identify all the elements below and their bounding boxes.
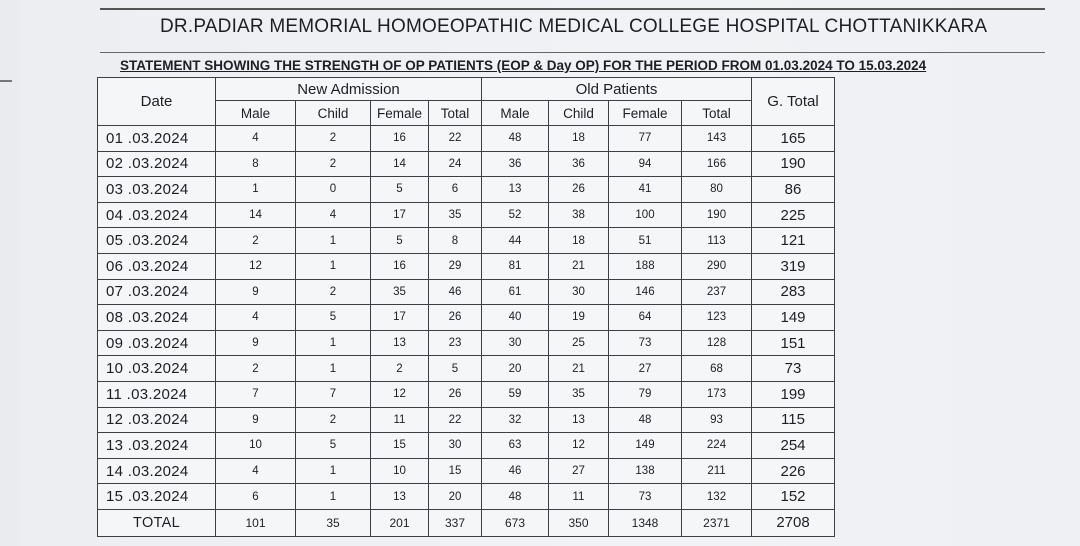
page-edge-mark [0, 80, 12, 82]
old-total-cell: 143 [682, 126, 752, 152]
grand-total-cell: 165 [752, 126, 835, 152]
old-child-cell: 12 [549, 433, 609, 459]
table-row [98, 253, 835, 279]
table-row [98, 433, 835, 459]
table-row [98, 151, 835, 177]
old-female-cell: 77 [609, 126, 682, 152]
new-total-cell: 5 [429, 356, 482, 382]
new-child-cell: 1 [296, 458, 371, 484]
date-cell: 09 .03.2024 [98, 330, 216, 356]
table-row [98, 305, 835, 331]
old-child-cell: 21 [549, 253, 609, 279]
old-male-cell: 48 [482, 126, 549, 152]
new-male-cell: 4 [216, 126, 296, 152]
old-female-header: Female [609, 101, 682, 126]
new-child-cell: 4 [296, 202, 371, 228]
old-child-cell: 35 [549, 381, 609, 407]
old-female-cell: 73 [609, 484, 682, 510]
old-total-cell: 132 [682, 484, 752, 510]
new-total-cell: 46 [429, 279, 482, 305]
table-row [98, 458, 835, 484]
old-female-cell: 79 [609, 381, 682, 407]
old-child-cell: 27 [549, 458, 609, 484]
old-male-cell: 61 [482, 279, 549, 305]
new-child-cell: 0 [296, 177, 371, 203]
date-cell: 14 .03.2024 [98, 458, 216, 484]
date-cell: 02 .03.2024 [98, 151, 216, 177]
new-total-header: Total [429, 101, 482, 126]
new-female-cell: 12 [371, 381, 429, 407]
new-admission-header: New Admission [216, 78, 482, 101]
old-total-header: Total [682, 101, 752, 126]
new-total-cell: 24 [429, 151, 482, 177]
new-total-cell: 22 [429, 407, 482, 433]
date-cell: 01 .03.2024 [98, 126, 216, 152]
new-child-cell: 2 [296, 407, 371, 433]
new-male-cell: 14 [216, 202, 296, 228]
new-female-cell: 13 [371, 330, 429, 356]
old-male-header: Male [482, 101, 549, 126]
new-male-cell: 1 [216, 177, 296, 203]
old-female-cell: 188 [609, 253, 682, 279]
new-child-cell: 1 [296, 484, 371, 510]
new-female-cell: 17 [371, 202, 429, 228]
total-label: TOTAL [98, 509, 216, 536]
date-cell: 10 .03.2024 [98, 356, 216, 382]
new-total-cell: 22 [429, 126, 482, 152]
new-male-cell: 12 [216, 253, 296, 279]
old-total-cell: 128 [682, 330, 752, 356]
old-female-cell: 138 [609, 458, 682, 484]
new-male-cell: 4 [216, 305, 296, 331]
old-female-cell: 94 [609, 151, 682, 177]
new-male-cell: 101 [216, 509, 296, 536]
new-child-cell: 5 [296, 433, 371, 459]
old-male-cell: 20 [482, 356, 549, 382]
new-total-cell: 15 [429, 458, 482, 484]
grand-total-cell: 226 [752, 458, 835, 484]
new-male-cell: 2 [216, 228, 296, 254]
old-child-cell: 18 [549, 228, 609, 254]
old-child-cell: 36 [549, 151, 609, 177]
date-header: Date [98, 78, 216, 126]
date-cell: 03 .03.2024 [98, 177, 216, 203]
new-total-cell: 8 [429, 228, 482, 254]
new-male-cell: 8 [216, 151, 296, 177]
old-child-cell: 18 [549, 126, 609, 152]
new-child-cell: 5 [296, 305, 371, 331]
new-male-cell: 4 [216, 458, 296, 484]
document-title: DR.PADIAR MEMORIAL HOMOEOPATHIC MEDICAL COLLEGE HOSPITAL CHOTTANIKKARA [160, 16, 988, 37]
total-row [98, 509, 835, 536]
grand-total-cell: 121 [752, 228, 835, 254]
grand-total-cell: 199 [752, 381, 835, 407]
grand-total-cell: 2708 [752, 509, 835, 536]
old-female-cell: 146 [609, 279, 682, 305]
old-male-cell: 48 [482, 484, 549, 510]
new-male-cell: 7 [216, 381, 296, 407]
old-female-cell: 100 [609, 202, 682, 228]
new-child-cell: 35 [296, 509, 371, 536]
new-female-cell: 201 [371, 509, 429, 536]
grand-total-cell: 149 [752, 305, 835, 331]
grand-total-cell: 151 [752, 330, 835, 356]
old-total-cell: 93 [682, 407, 752, 433]
old-female-cell: 1348 [609, 509, 682, 536]
new-child-cell: 1 [296, 228, 371, 254]
new-child-header: Child [296, 101, 371, 126]
grand-total-cell: 73 [752, 356, 835, 382]
new-child-cell: 2 [296, 126, 371, 152]
table-row [98, 202, 835, 228]
new-female-cell: 14 [371, 151, 429, 177]
table-body [98, 126, 835, 537]
new-male-cell: 9 [216, 330, 296, 356]
new-female-cell: 11 [371, 407, 429, 433]
grand-total-cell: 319 [752, 253, 835, 279]
grand-total-cell: 86 [752, 177, 835, 203]
old-total-cell: 166 [682, 151, 752, 177]
new-total-cell: 26 [429, 305, 482, 331]
old-female-cell: 149 [609, 433, 682, 459]
new-female-cell: 5 [371, 228, 429, 254]
new-child-cell: 1 [296, 330, 371, 356]
old-child-header: Child [549, 101, 609, 126]
old-female-cell: 64 [609, 305, 682, 331]
old-female-cell: 41 [609, 177, 682, 203]
old-total-cell: 2371 [682, 509, 752, 536]
title-rule [100, 52, 1045, 53]
new-child-cell: 2 [296, 151, 371, 177]
new-female-cell: 17 [371, 305, 429, 331]
old-total-cell: 290 [682, 253, 752, 279]
date-cell: 15 .03.2024 [98, 484, 216, 510]
new-female-cell: 35 [371, 279, 429, 305]
new-total-cell: 29 [429, 253, 482, 279]
table-row [98, 228, 835, 254]
old-male-cell: 63 [482, 433, 549, 459]
date-cell: 06 .03.2024 [98, 253, 216, 279]
old-child-cell: 350 [549, 509, 609, 536]
old-male-cell: 44 [482, 228, 549, 254]
old-male-cell: 46 [482, 458, 549, 484]
grand-total-cell: 254 [752, 433, 835, 459]
old-child-cell: 25 [549, 330, 609, 356]
old-male-cell: 13 [482, 177, 549, 203]
old-child-cell: 11 [549, 484, 609, 510]
top-rule [100, 8, 1045, 10]
new-female-cell: 13 [371, 484, 429, 510]
grand-total-header: G. Total [752, 78, 835, 126]
new-total-cell: 337 [429, 509, 482, 536]
table-row [98, 330, 835, 356]
date-cell: 13 .03.2024 [98, 433, 216, 459]
old-child-cell: 38 [549, 202, 609, 228]
grand-total-cell: 152 [752, 484, 835, 510]
date-cell: 08 .03.2024 [98, 305, 216, 331]
new-female-cell: 16 [371, 126, 429, 152]
old-female-cell: 27 [609, 356, 682, 382]
old-male-cell: 30 [482, 330, 549, 356]
date-cell: 05 .03.2024 [98, 228, 216, 254]
new-total-cell: 30 [429, 433, 482, 459]
old-patients-header: Old Patients [482, 78, 752, 101]
table-row [98, 126, 835, 152]
grand-total-cell: 225 [752, 202, 835, 228]
old-male-cell: 81 [482, 253, 549, 279]
old-total-cell: 237 [682, 279, 752, 305]
old-male-cell: 52 [482, 202, 549, 228]
date-cell: 12 .03.2024 [98, 407, 216, 433]
old-total-cell: 211 [682, 458, 752, 484]
new-male-cell: 10 [216, 433, 296, 459]
new-total-cell: 23 [429, 330, 482, 356]
grand-total-cell: 115 [752, 407, 835, 433]
old-male-cell: 673 [482, 509, 549, 536]
date-cell: 11 .03.2024 [98, 381, 216, 407]
table-row [98, 407, 835, 433]
old-female-cell: 73 [609, 330, 682, 356]
new-total-cell: 26 [429, 381, 482, 407]
old-female-cell: 48 [609, 407, 682, 433]
new-female-cell: 2 [371, 356, 429, 382]
old-child-cell: 13 [549, 407, 609, 433]
new-child-cell: 7 [296, 381, 371, 407]
table-row [98, 279, 835, 305]
new-child-cell: 1 [296, 356, 371, 382]
grand-total-cell: 283 [752, 279, 835, 305]
old-total-cell: 113 [682, 228, 752, 254]
old-child-cell: 21 [549, 356, 609, 382]
new-male-cell: 9 [216, 407, 296, 433]
new-child-cell: 2 [296, 279, 371, 305]
old-male-cell: 40 [482, 305, 549, 331]
grand-total-cell: 190 [752, 151, 835, 177]
old-child-cell: 26 [549, 177, 609, 203]
old-female-cell: 51 [609, 228, 682, 254]
old-male-cell: 36 [482, 151, 549, 177]
new-male-cell: 6 [216, 484, 296, 510]
table-row [98, 484, 835, 510]
old-total-cell: 190 [682, 202, 752, 228]
old-total-cell: 68 [682, 356, 752, 382]
new-child-cell: 1 [296, 253, 371, 279]
new-total-cell: 6 [429, 177, 482, 203]
table-row [98, 356, 835, 382]
document-subtitle: STATEMENT SHOWING THE STRENGTH OF OP PATIENTS (EOP & Day OP) FOR THE PERIOD FROM 01.03.2024 TO 15.03.2024 [120, 58, 927, 73]
old-total-cell: 173 [682, 381, 752, 407]
old-total-cell: 224 [682, 433, 752, 459]
new-male-cell: 9 [216, 279, 296, 305]
old-total-cell: 123 [682, 305, 752, 331]
old-child-cell: 30 [549, 279, 609, 305]
old-male-cell: 32 [482, 407, 549, 433]
new-female-cell: 10 [371, 458, 429, 484]
op-strength-table [97, 77, 835, 537]
new-male-header: Male [216, 101, 296, 126]
new-male-cell: 2 [216, 356, 296, 382]
old-total-cell: 80 [682, 177, 752, 203]
old-child-cell: 19 [549, 305, 609, 331]
date-cell: 07 .03.2024 [98, 279, 216, 305]
date-cell: 04 .03.2024 [98, 202, 216, 228]
table-row [98, 177, 835, 203]
new-female-cell: 15 [371, 433, 429, 459]
new-total-cell: 20 [429, 484, 482, 510]
new-female-cell: 16 [371, 253, 429, 279]
new-female-header: Female [371, 101, 429, 126]
old-male-cell: 59 [482, 381, 549, 407]
new-total-cell: 35 [429, 202, 482, 228]
new-female-cell: 5 [371, 177, 429, 203]
table-row [98, 381, 835, 407]
